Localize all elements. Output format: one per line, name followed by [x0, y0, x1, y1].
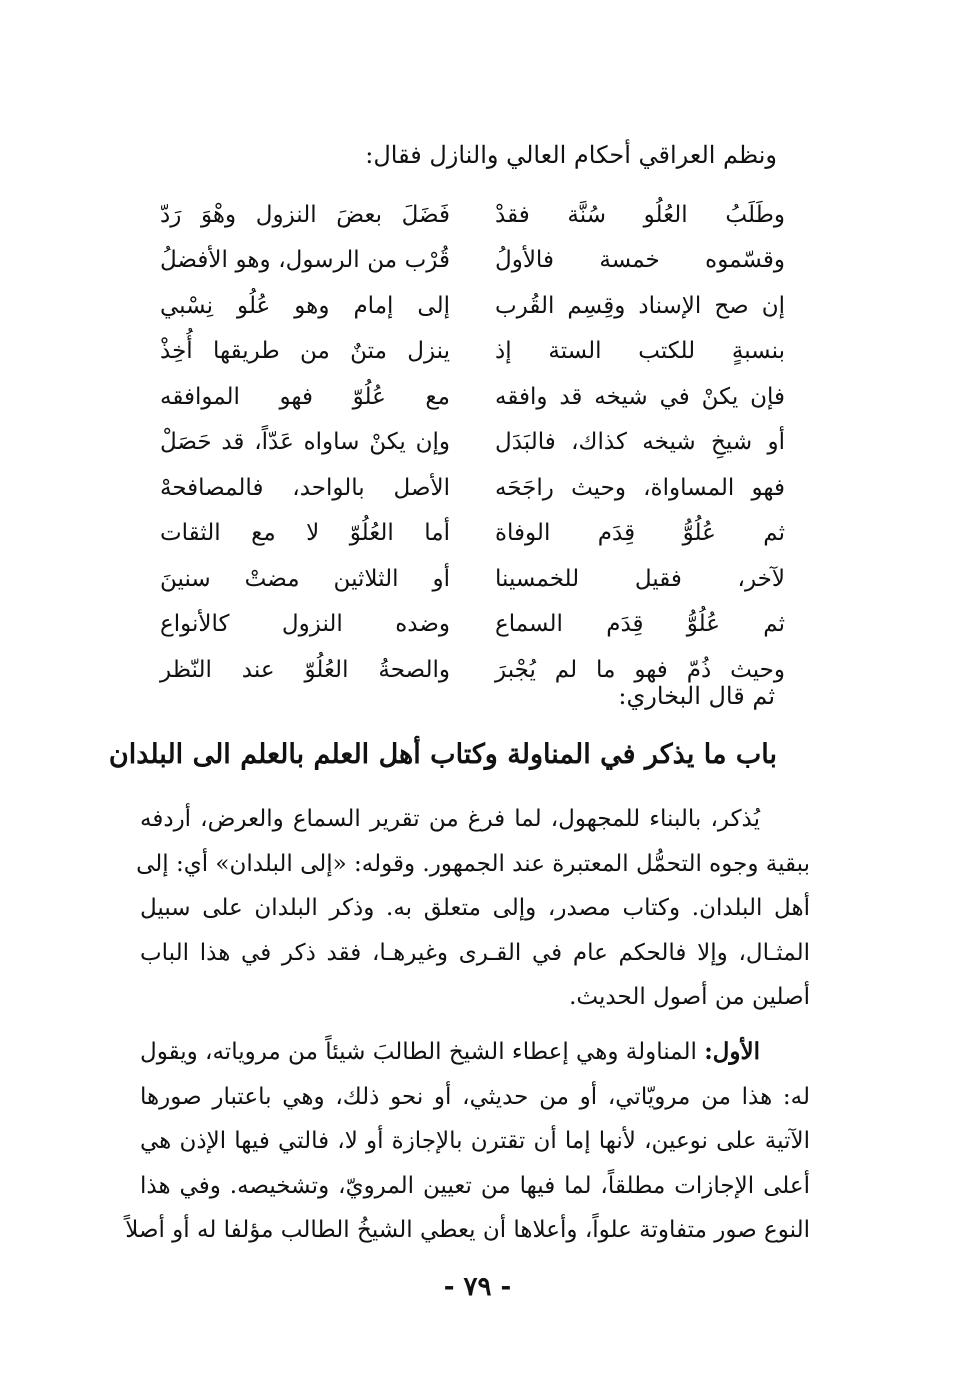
bukhari-intro: ثم قال البخاري:	[618, 682, 775, 710]
chapter-heading: باب ما يذكر في المناولة وكتاب أهل العلم بالعلم الى البلدان	[108, 739, 777, 770]
second-hemistich: الأصل بالواحد، فالمصافحهْ	[160, 474, 450, 501]
first-hemistich: فإن يكنْ في شيخه قد وافقه	[495, 383, 785, 410]
first-hemistich: إن صح الإسناد وقِسِم القُرب	[495, 292, 785, 319]
first-hemistich: بنسبةٍ للكتب الستة إذ	[495, 338, 785, 365]
paragraph-2	[125, 1030, 810, 1253]
first-hemistich: وطَلَبُ العُلُو سُنَّة فقدْ	[495, 201, 785, 228]
second-hemistich: أو الثلاثين مضتْ سنينَ	[160, 565, 450, 592]
paragraph-line-text: المناولة وهي إعطاء الشيخ الطالبَ شيئاً من مروياته، ويقول	[140, 1039, 697, 1065]
second-hemistich: مع عُلُوّ فهو الموافقه	[160, 383, 450, 410]
second-hemistich: إلى إمام وهو عُلُو نِسْبي	[160, 292, 450, 319]
second-hemistich: وضده النزول كالأنواع	[160, 611, 450, 638]
verse-6	[160, 420, 785, 466]
first-hemistich: وحيث ذُمّ فهو ما لم يُجْبرَ	[495, 656, 785, 683]
second-hemistich: فَضَلَ بعضَ النزول وهْوَ رَدّ	[160, 201, 450, 228]
first-hemistich: أو شيخِ شيخه كذاك، فالبَدَل	[495, 429, 785, 456]
verse-5	[160, 374, 785, 420]
second-hemistich: قُرْب من الرسول، وهو الأفضلُ	[160, 247, 450, 274]
verse-3	[160, 283, 785, 329]
second-hemistich: وإن يكنْ ساواه عَدّاً، قد حَصَلْ	[160, 429, 450, 456]
paragraph-line: المثـال، وإلا فالحكم عام في القـرى وغيرهـا، فقد ذكر في هذا الباب	[140, 939, 810, 966]
verse-8	[160, 511, 785, 557]
page-number: - ٧٩ -	[443, 1272, 512, 1302]
paragraph-1	[136, 797, 810, 1020]
verse-1	[160, 192, 785, 238]
poem-intro: ونظم العراقي أحكام العالي والنازل فقال:	[365, 141, 777, 169]
paragraph-line: له: هذا من مرويّاتي، أو من حديثي، أو نحو ذلك، وهي باعتبار صورها	[140, 1083, 810, 1110]
paragraph-line: أصلين من أصول الحديث.	[569, 984, 810, 1010]
first-hemistich: ثم عُلُوُّ قِدَم الوفاة	[495, 520, 785, 547]
poem	[160, 192, 785, 693]
paragraph-line: يُذكر، بالبناء للمجهول، لما فرغ من تقرير السماع والعرض، أردفه	[140, 806, 760, 832]
second-hemistich: ينزل متنٌ من طريقها أُخِذْ	[160, 338, 450, 365]
first-hemistich: فهو المساواة، وحيث راجَحَه	[495, 474, 785, 501]
paragraph-line: أهل البلدان. وكتاب مصدر، وإلى متعلق به. وذكر البلدان على سبيل	[140, 895, 810, 921]
second-hemistich: والصحةُ العُلُوّ عند النّظر	[160, 656, 450, 683]
first-hemistich: لآخر، فقيل للخمسينا	[495, 565, 785, 592]
paragraph-line: النوع صور متفاوتة علواً، وأعلاها أن يعطي الشيخُ الطالب مؤلفا له أو أصلاً	[125, 1217, 810, 1243]
verse-10	[160, 602, 785, 648]
paragraph-line: أعلى الإجازات مطلقاً، لما فيها من تعيين المرويّ، وتشخيصه. وفي هذا	[140, 1172, 810, 1199]
first-hemistich: وقسّموه خمسة فالأولُ	[495, 247, 785, 274]
paragraph-line: ببقية وجوه التحمُّل المعتبرة عند الجمهور. وقوله: «إلى البلدان» أي: إلى	[136, 850, 810, 877]
paragraph-lead: الأول:	[704, 1038, 761, 1065]
second-hemistich: أما العُلُوّ لا مع الثقات	[160, 520, 450, 547]
paragraph-line: الآتية على نوعين، لأنها إما أن تقترن بالإجازة أو لا، فالتي فيها الإذن هي	[140, 1128, 810, 1154]
first-hemistich: ثم عُلُوُّ قِدَم السماع	[495, 611, 785, 638]
verse-9	[160, 556, 785, 602]
verse-7	[160, 465, 785, 511]
verse-4	[160, 329, 785, 375]
paragraph-line	[140, 1030, 810, 1075]
verse-2	[160, 238, 785, 284]
